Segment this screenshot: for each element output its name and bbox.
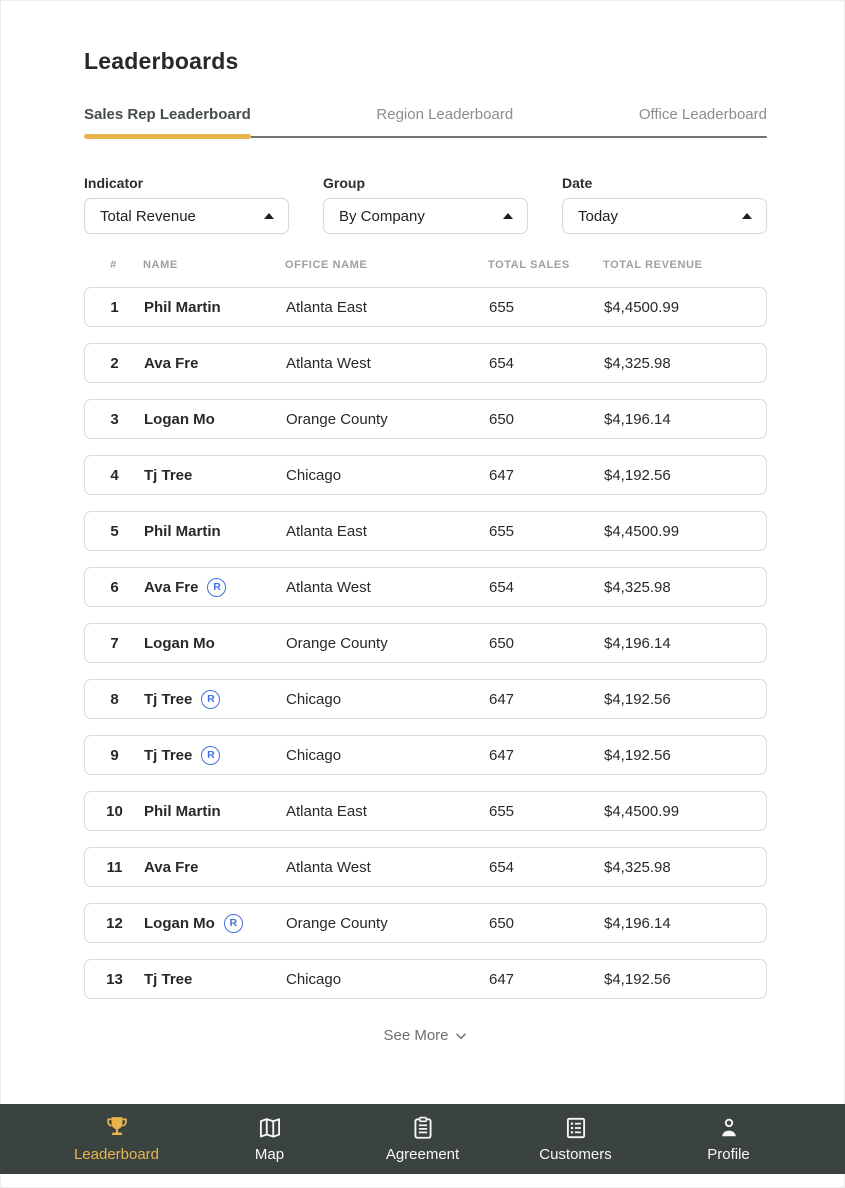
total-revenue-cell: $4,192.56: [604, 746, 671, 764]
leaderboard-tabbar: [84, 106, 767, 139]
trophy-icon: [104, 1115, 130, 1141]
table-row[interactable]: [84, 903, 767, 943]
name-cell: [144, 467, 286, 484]
office-cell: Chicago: [286, 970, 342, 988]
table-row[interactable]: [84, 455, 767, 495]
caret-up-icon: [503, 213, 513, 219]
table-row[interactable]: [84, 287, 767, 327]
office-cell: Atlanta West: [286, 354, 371, 372]
table-row[interactable]: [84, 735, 767, 775]
filters-row: [84, 175, 767, 234]
total-revenue-cell: $4,4500.99: [604, 802, 680, 820]
indicator-select[interactable]: [84, 198, 289, 234]
nav-label: Profile: [707, 1146, 750, 1163]
rank-cell: 3: [110, 410, 119, 428]
header-rank: #: [110, 259, 117, 271]
office-cell: Orange County: [286, 410, 388, 428]
profile-icon: [716, 1115, 742, 1141]
name-cell: [144, 523, 286, 540]
nav-label: Customers: [539, 1146, 612, 1163]
nav-label: Leaderboard: [73, 1146, 160, 1163]
name-cell: [144, 578, 286, 597]
rep-r-badge-icon: R: [224, 914, 243, 933]
total-revenue-cell: $4,4500.99: [604, 298, 680, 316]
header-office-name: OFFICE NAME: [285, 259, 368, 271]
rep-name: Phil Martin: [144, 298, 221, 316]
total-revenue-cell: $4,325.98: [604, 578, 671, 596]
customers-icon: [563, 1115, 589, 1141]
total-sales-cell: 650: [489, 410, 515, 428]
bottom-navigation-bar: [0, 1104, 845, 1174]
rank-cell: 6: [110, 578, 119, 596]
rep-name: Tj Tree: [144, 970, 193, 988]
table-row[interactable]: [84, 511, 767, 551]
rep-name: Phil Martin: [144, 802, 221, 820]
see-more-label: See More: [383, 1027, 449, 1044]
total-revenue-cell: $4,192.56: [604, 466, 671, 484]
name-cell: [144, 635, 286, 652]
total-sales-cell: 654: [489, 354, 515, 372]
rank-cell: 2: [110, 354, 119, 372]
office-cell: Orange County: [286, 914, 388, 932]
rep-name: Tj Tree: [144, 466, 193, 484]
rep-name: Tj Tree: [144, 746, 193, 764]
nav-item-customers[interactable]: [531, 1115, 621, 1163]
office-cell: Atlanta East: [286, 802, 367, 820]
table-row[interactable]: [84, 343, 767, 383]
rep-name: Logan Mo: [144, 634, 215, 652]
filter-indicator: [84, 175, 289, 234]
rank-cell: 9: [110, 746, 119, 764]
rank-cell: 12: [106, 914, 123, 932]
table-header-row: [84, 259, 767, 271]
rank-cell: 8: [110, 690, 119, 708]
rank-cell: 4: [110, 466, 119, 484]
total-sales-cell: 655: [489, 298, 515, 316]
rep-name: Ava Fre: [144, 578, 199, 596]
agreement-icon: [410, 1115, 436, 1141]
nav-item-map[interactable]: [225, 1115, 315, 1163]
table-row[interactable]: [84, 399, 767, 439]
tab-label: Sales Rep Leaderboard: [84, 106, 251, 123]
total-sales-cell: 647: [489, 970, 515, 988]
table-row[interactable]: [84, 567, 767, 607]
tab-region-leaderboard[interactable]: [376, 106, 513, 139]
see-more-button[interactable]: [84, 1027, 767, 1044]
total-sales-cell: 650: [489, 914, 515, 932]
office-cell: Atlanta West: [286, 578, 371, 596]
date-label: Date: [562, 175, 593, 191]
group-select[interactable]: [323, 198, 528, 234]
rep-name: Tj Tree: [144, 690, 193, 708]
map-icon: [257, 1115, 283, 1141]
rep-r-badge-icon: R: [201, 690, 220, 709]
caret-up-icon: [264, 213, 274, 219]
name-cell: [144, 299, 286, 316]
rep-name: Logan Mo: [144, 914, 215, 932]
filter-date: [562, 175, 767, 234]
indicator-label: Indicator: [84, 175, 144, 191]
table-row[interactable]: [84, 847, 767, 887]
office-cell: Atlanta East: [286, 522, 367, 540]
total-revenue-cell: $4,196.14: [604, 914, 671, 932]
office-cell: Chicago: [286, 690, 342, 708]
page-title: Leaderboards: [84, 48, 239, 74]
total-sales-cell: 655: [489, 522, 515, 540]
tab-label: Region Leaderboard: [376, 106, 514, 123]
total-revenue-cell: $4,4500.99: [604, 522, 680, 540]
rank-cell: 10: [106, 802, 123, 820]
nav-label: Agreement: [385, 1146, 460, 1163]
rep-name: Ava Fre: [144, 354, 199, 372]
tab-office-leaderboard[interactable]: [639, 106, 767, 139]
total-sales-cell: 654: [489, 858, 515, 876]
rank-cell: 1: [110, 298, 119, 316]
name-cell: [144, 803, 286, 820]
office-cell: Chicago: [286, 746, 342, 764]
table-row[interactable]: [84, 623, 767, 663]
nav-item-profile[interactable]: [684, 1115, 774, 1163]
total-sales-cell: 650: [489, 634, 515, 652]
filter-group: [323, 175, 528, 234]
table-row[interactable]: [84, 791, 767, 831]
table-row[interactable]: [84, 959, 767, 999]
leaderboard-rows: [84, 287, 767, 999]
name-cell: [144, 914, 286, 933]
office-cell: Atlanta East: [286, 298, 367, 316]
total-sales-cell: 647: [489, 746, 515, 764]
total-sales-cell: 647: [489, 466, 515, 484]
rank-cell: 5: [110, 522, 119, 540]
name-cell: [144, 411, 286, 428]
total-revenue-cell: $4,196.14: [604, 410, 671, 428]
header-total-sales: TOTAL SALES: [488, 259, 570, 271]
nav-item-agreement[interactable]: [378, 1115, 468, 1163]
rank-cell: 11: [106, 858, 123, 876]
tab-sales-rep-leaderboard[interactable]: [84, 106, 251, 139]
date-value: Today: [578, 207, 619, 225]
total-revenue-cell: $4,325.98: [604, 354, 671, 372]
rep-r-badge-icon: R: [207, 578, 226, 597]
total-revenue-cell: $4,192.56: [604, 970, 671, 988]
total-revenue-cell: $4,196.14: [604, 634, 671, 652]
rep-name: Ava Fre: [144, 858, 199, 876]
rep-name: Phil Martin: [144, 522, 221, 540]
office-cell: Orange County: [286, 634, 388, 652]
chevron-down-icon: [454, 1029, 468, 1043]
group-value: By Company: [339, 207, 425, 225]
total-sales-cell: 655: [489, 802, 515, 820]
total-revenue-cell: $4,192.56: [604, 690, 671, 708]
header-total-revenue: TOTAL REVENUE: [603, 259, 703, 271]
rep-name: Logan Mo: [144, 410, 215, 428]
name-cell: [144, 355, 286, 372]
name-cell: [144, 859, 286, 876]
table-row[interactable]: [84, 679, 767, 719]
total-sales-cell: 647: [489, 690, 515, 708]
indicator-value: Total Revenue: [100, 207, 196, 225]
rank-cell: 13: [106, 970, 123, 988]
office-cell: Atlanta West: [286, 858, 371, 876]
caret-up-icon: [742, 213, 752, 219]
rank-cell: 7: [110, 634, 119, 652]
nav-label: Map: [254, 1146, 285, 1163]
office-cell: Chicago: [286, 466, 342, 484]
nav-item-leaderboard[interactable]: [72, 1115, 162, 1163]
total-revenue-cell: $4,325.98: [604, 858, 671, 876]
header-name: NAME: [143, 259, 178, 271]
name-cell: [144, 690, 286, 709]
active-tab-underline: [84, 134, 251, 139]
date-select[interactable]: [562, 198, 767, 234]
rep-r-badge-icon: R: [201, 746, 220, 765]
tab-label: Office Leaderboard: [638, 106, 767, 123]
total-sales-cell: 654: [489, 578, 515, 596]
name-cell: [144, 746, 286, 765]
group-label: Group: [323, 175, 365, 191]
name-cell: [144, 971, 286, 988]
